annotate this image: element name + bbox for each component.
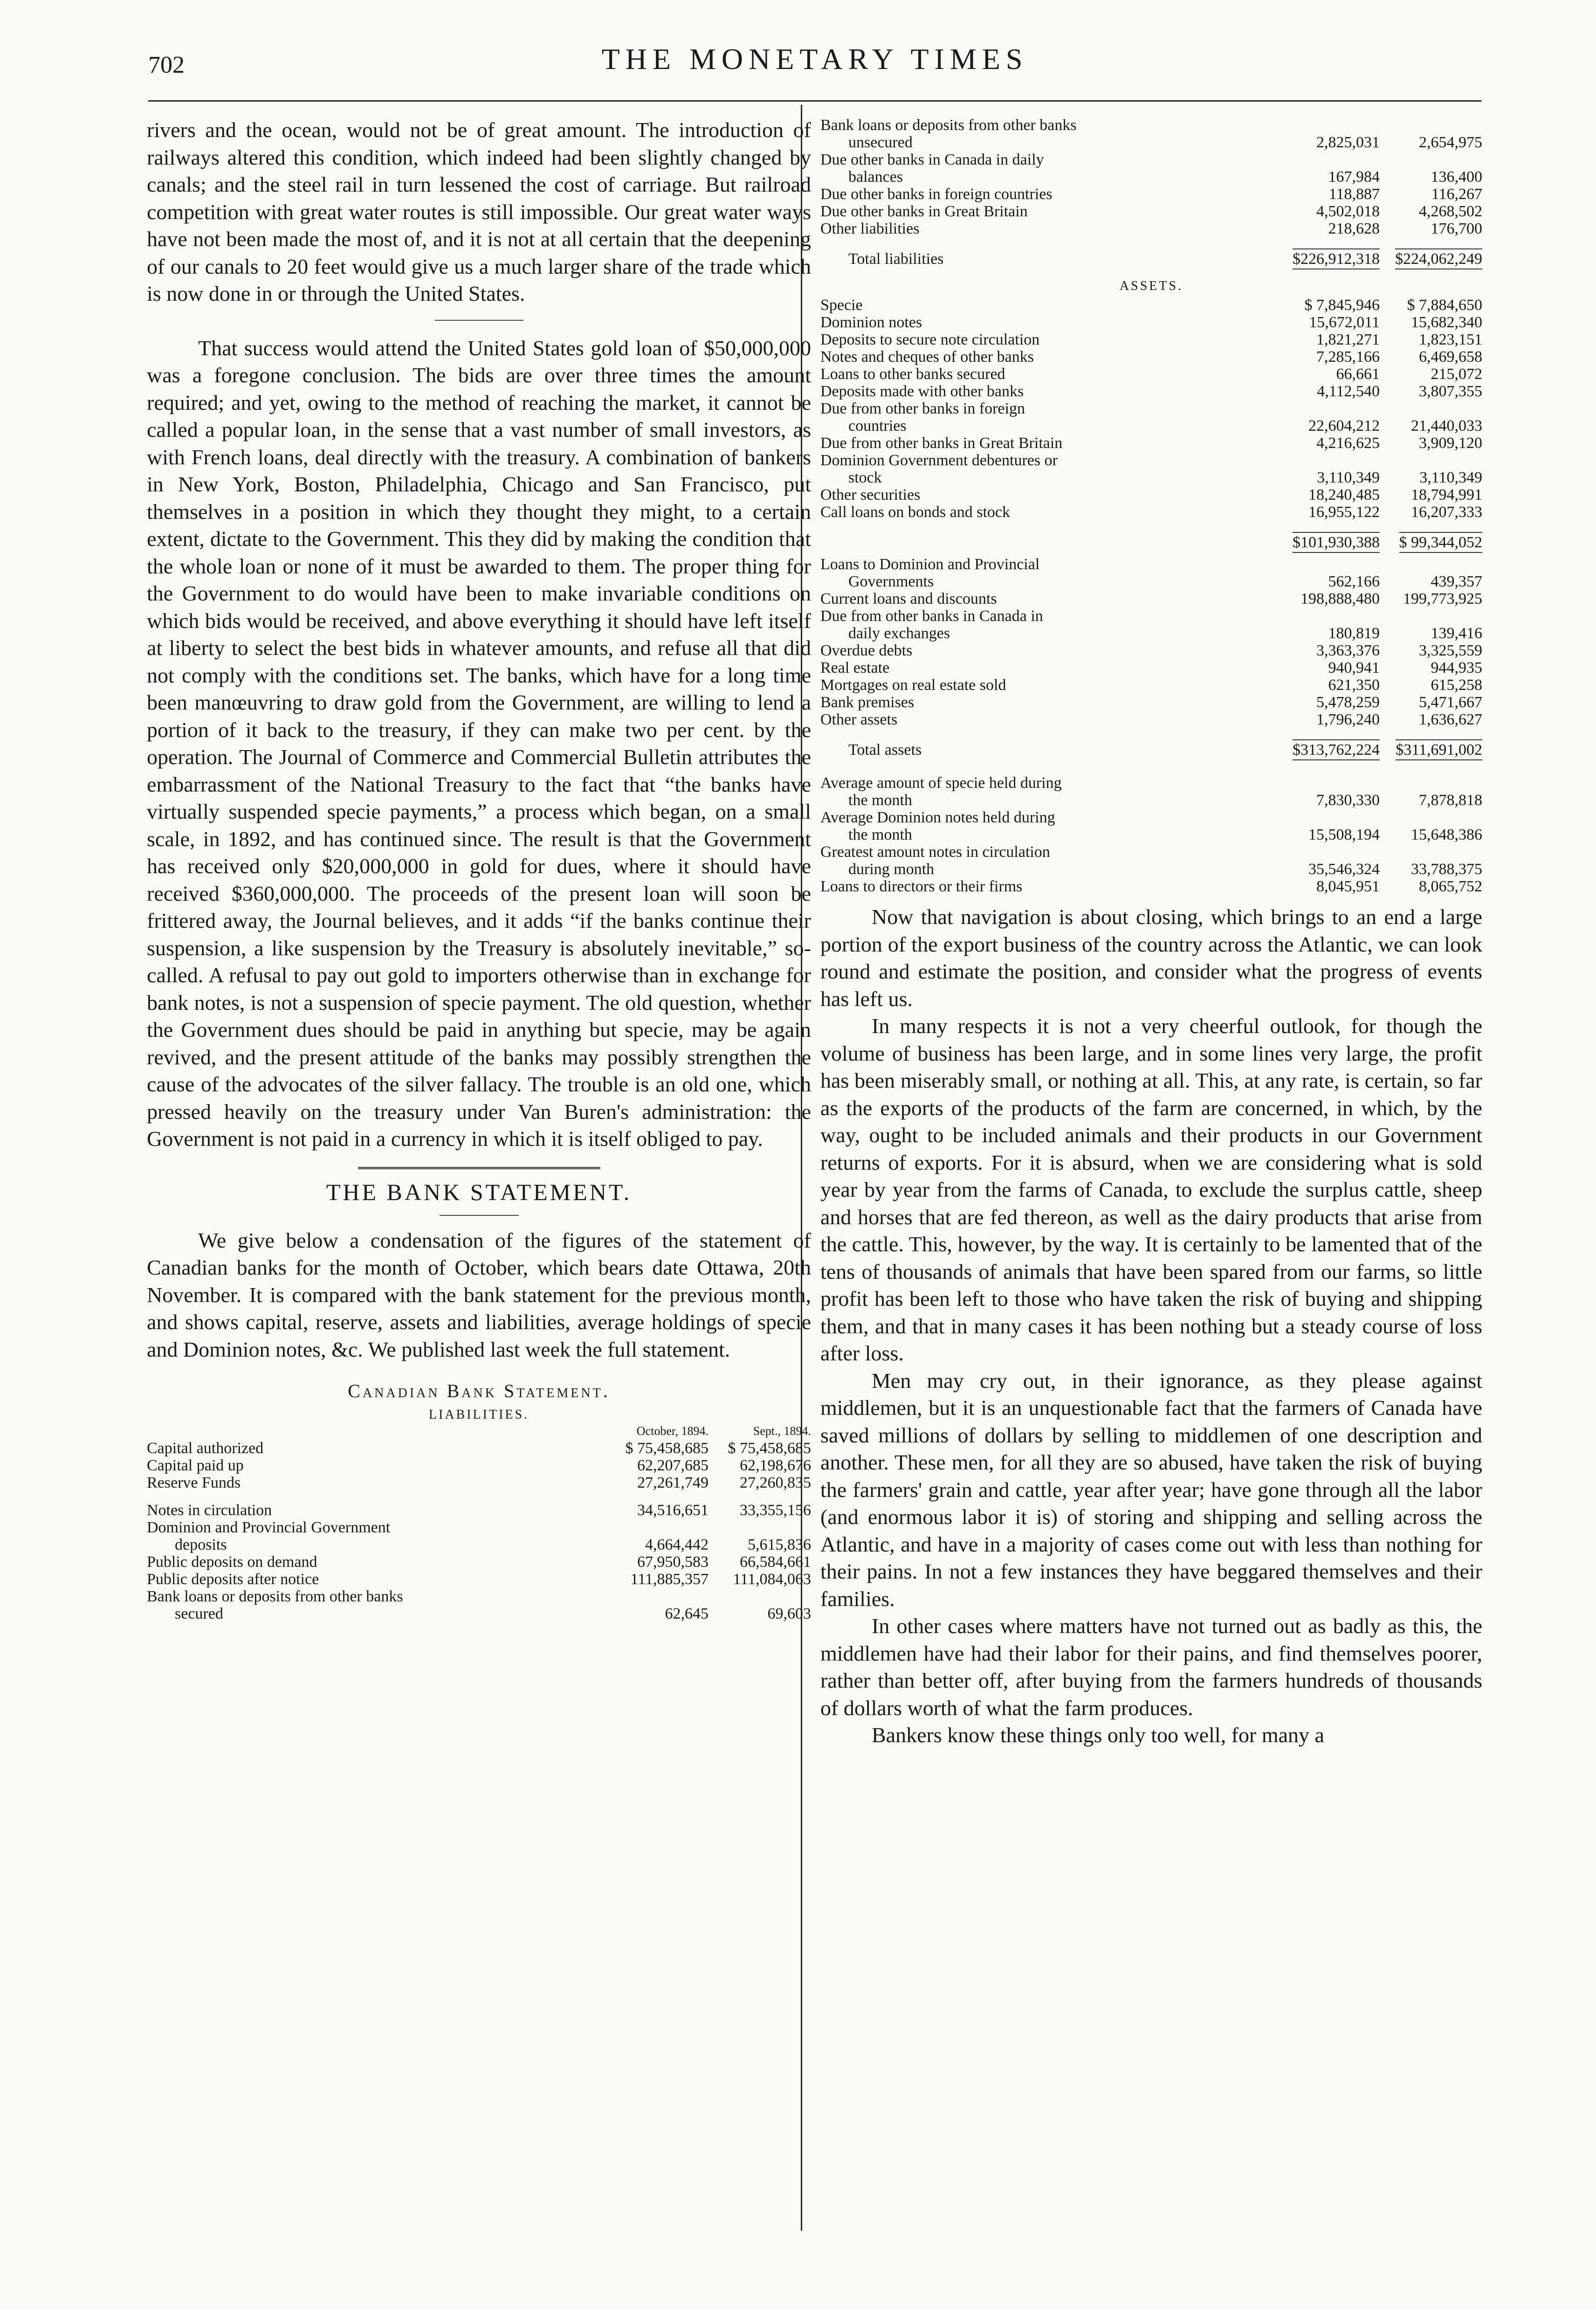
row-label: unsecured bbox=[848, 134, 913, 151]
value-september: 5,615,836 bbox=[748, 1536, 811, 1553]
value-september: 199,773,925 bbox=[1403, 590, 1482, 607]
row-label: Public deposits on demand bbox=[147, 1553, 317, 1571]
table-row bbox=[820, 694, 1482, 711]
value-september: 1,823,151 bbox=[1419, 331, 1482, 348]
value-october: 111,885,357 bbox=[630, 1571, 709, 1588]
table-row bbox=[820, 792, 1482, 809]
row-label: Overdue debts bbox=[820, 642, 913, 659]
assets-heading: ASSETS. bbox=[1119, 279, 1183, 293]
value-october: 4,502,018 bbox=[1316, 203, 1380, 220]
table-subtitle: LIABILITIES. bbox=[428, 1407, 530, 1422]
value-october: 3,110,349 bbox=[1317, 469, 1380, 486]
value-september: 33,355,156 bbox=[740, 1502, 811, 1519]
value-october: 4,216,625 bbox=[1316, 434, 1380, 452]
table-row bbox=[147, 1536, 811, 1553]
value-october: 7,830,330 bbox=[1316, 792, 1380, 809]
table-row bbox=[147, 1457, 811, 1474]
value-september: 18,794,991 bbox=[1411, 486, 1482, 503]
value-october: 2,825,031 bbox=[1316, 134, 1380, 151]
table-row bbox=[820, 826, 1482, 843]
row-label: Other liabilities bbox=[820, 220, 920, 237]
value-october: 4,112,540 bbox=[1317, 383, 1380, 400]
value-october: 118,887 bbox=[1328, 186, 1380, 203]
value-october: 218,628 bbox=[1328, 220, 1380, 237]
table-row bbox=[820, 642, 1482, 659]
value-september: 15,682,340 bbox=[1411, 314, 1482, 331]
row-label: stock bbox=[848, 469, 882, 486]
value-october: 22,604,212 bbox=[1308, 417, 1380, 434]
value-september: 3,807,355 bbox=[1419, 383, 1482, 400]
value-october: 3,363,376 bbox=[1316, 642, 1380, 659]
value-october: $ 75,458,685 bbox=[625, 1440, 709, 1457]
row-label: Real estate bbox=[820, 659, 890, 676]
table-row bbox=[820, 434, 1482, 452]
row-label: during month bbox=[848, 861, 935, 878]
table-row bbox=[820, 297, 1482, 314]
section-heading: THE BANK STATEMENT. bbox=[326, 1179, 632, 1205]
row-label: Bank loans or deposits from other banks bbox=[147, 1588, 403, 1605]
assets-subtotal-table bbox=[820, 521, 1482, 556]
value-october bbox=[604, 1519, 709, 1536]
total-liabilities-october: $226,912,318 bbox=[1293, 248, 1380, 269]
row-label: secured bbox=[175, 1605, 223, 1622]
table-row bbox=[147, 1491, 811, 1519]
row-label: Average amount of specie held during bbox=[820, 774, 1062, 792]
value-october: 198,888,480 bbox=[1300, 590, 1380, 607]
value-september bbox=[1380, 774, 1482, 792]
table-row bbox=[820, 383, 1482, 400]
value-october bbox=[604, 1588, 709, 1605]
row-label: the month bbox=[848, 792, 912, 809]
value-september bbox=[1380, 117, 1482, 134]
value-september: $ 75,458,685 bbox=[728, 1440, 811, 1457]
value-october: 1,821,271 bbox=[1316, 331, 1380, 348]
value-october: 18,240,485 bbox=[1308, 486, 1380, 503]
value-september: 21,440,033 bbox=[1411, 417, 1482, 434]
column-header-october: October, 1894. bbox=[636, 1424, 709, 1438]
page-number: 702 bbox=[148, 52, 185, 78]
value-september: 439,357 bbox=[1431, 573, 1482, 590]
total-assets-table bbox=[820, 728, 1482, 763]
value-september: $ 7,884,650 bbox=[1407, 297, 1482, 314]
value-october: 7,285,166 bbox=[1316, 348, 1380, 365]
value-october: 34,516,651 bbox=[637, 1502, 709, 1519]
row-label: balances bbox=[848, 168, 903, 186]
row-label: Notes and cheques of other banks bbox=[820, 348, 1034, 365]
value-october: 621,350 bbox=[1328, 676, 1380, 694]
table-row bbox=[820, 134, 1482, 151]
value-september: 69,603 bbox=[767, 1605, 811, 1622]
table-row bbox=[820, 400, 1482, 417]
value-september: 16,207,333 bbox=[1411, 503, 1482, 521]
value-september bbox=[1380, 809, 1482, 826]
value-september: 27,260,835 bbox=[740, 1474, 811, 1491]
value-september: 33,788,375 bbox=[1411, 861, 1482, 878]
value-september bbox=[709, 1588, 811, 1605]
left-column bbox=[147, 117, 811, 1622]
table-row bbox=[820, 117, 1482, 134]
paragraph-middlemen: Men may cry out, in their ignorance, as they please against middlemen, but it is an unquestionable fact that the farmers of Canada have saved millions of dollars by selling to middlemen of one description and another. These men, for all they are so abused, have taken the risk of buying the farmers' grain and cattle, year after year; have gone through all the labor (and enormous labor it is) of storing and shipping and selling across the Atlantic, and have in a majority of cases come out with less than nothing for their pains. In not a few instances they have beggared themselves and their families. bbox=[820, 1368, 1482, 1611]
paragraph-other-cases: In other cases where matters have not turned out as badly as this, the middlemen have had their labor for their pains, and find themselves poorer, rather than better off, after buying from the farmers hundreds of thousands of dollars worth of what the farm produces. bbox=[820, 1614, 1482, 1720]
liabilities-table-right bbox=[820, 117, 1482, 237]
value-september bbox=[1380, 607, 1482, 625]
value-september: 176,700 bbox=[1431, 220, 1482, 237]
value-september bbox=[1380, 556, 1482, 573]
value-october: $ 7,845,946 bbox=[1304, 297, 1380, 314]
row-label: Specie bbox=[820, 297, 863, 314]
value-september: 15,648,386 bbox=[1411, 826, 1482, 843]
value-october: 5,478,259 bbox=[1316, 694, 1380, 711]
row-label: Deposits to secure note circulation bbox=[820, 331, 1040, 348]
column-header-september: Sept., 1894. bbox=[753, 1424, 811, 1438]
masthead-title: THE MONETARY TIMES bbox=[601, 42, 1028, 76]
row-label: Dominion Government debentures or bbox=[820, 452, 1058, 469]
heading-rule bbox=[440, 1215, 519, 1216]
value-october: 4,664,442 bbox=[645, 1536, 709, 1553]
table-row bbox=[820, 503, 1482, 521]
value-september: 6,469,658 bbox=[1419, 348, 1482, 365]
total-assets-label: Total assets bbox=[848, 741, 922, 759]
value-october: 1,796,240 bbox=[1316, 711, 1380, 728]
row-label: Public deposits after notice bbox=[147, 1571, 319, 1588]
row-label: Deposits made with other banks bbox=[820, 383, 1024, 400]
value-september bbox=[1380, 452, 1482, 469]
row-label: daily exchanges bbox=[848, 625, 950, 642]
value-september: 944,935 bbox=[1431, 659, 1482, 676]
table-row bbox=[820, 711, 1482, 728]
total-assets-september: $311,691,002 bbox=[1396, 739, 1482, 760]
value-october bbox=[1275, 774, 1380, 792]
table-row bbox=[147, 1588, 811, 1605]
table-row bbox=[820, 861, 1482, 878]
double-rule bbox=[358, 1167, 600, 1169]
row-label: Bank loans or deposits from other banks bbox=[820, 117, 1077, 134]
value-october: 167,984 bbox=[1328, 168, 1380, 186]
paragraph-bankers: Bankers know these things only too well, for many a bbox=[872, 1723, 1324, 1747]
value-september bbox=[1380, 843, 1482, 861]
row-label: deposits bbox=[175, 1536, 227, 1553]
value-october bbox=[1275, 607, 1380, 625]
table-row bbox=[820, 625, 1482, 642]
value-october: 180,819 bbox=[1328, 625, 1380, 642]
value-october: 27,261,749 bbox=[637, 1474, 709, 1491]
row-label: Dominion notes bbox=[820, 314, 922, 331]
table-row bbox=[820, 607, 1482, 625]
total-assets-october: $313,762,224 bbox=[1293, 739, 1380, 760]
value-october: 62,207,685 bbox=[637, 1457, 709, 1474]
row-label: countries bbox=[848, 417, 907, 434]
value-october: 62,645 bbox=[665, 1605, 709, 1622]
value-september: 7,878,818 bbox=[1419, 792, 1482, 809]
paragraph-railways: rivers and the ocean, would not be of great amount. The introduction of railways altered this condition, which indeed had been slightly changed by canals; and the steel rail in turn lessened the cost of carriage. But railroad competition with great water routes is still impossible. Our great water ways have not been made the most of, and it is not at all certain that the deepening of our canals to 20 feet would give us a much larger share of the trade which is now done in or through the United States. bbox=[147, 118, 811, 305]
value-october bbox=[1275, 809, 1380, 826]
table-row bbox=[147, 1440, 811, 1457]
row-label: Due from other banks in Great Britain bbox=[820, 434, 1063, 452]
value-september: 8,065,752 bbox=[1419, 878, 1482, 895]
table-row bbox=[820, 365, 1482, 383]
row-label: Current loans and discounts bbox=[820, 590, 997, 607]
value-september: 62,198,676 bbox=[740, 1457, 811, 1474]
value-september: 2,654,975 bbox=[1419, 134, 1482, 151]
table-row bbox=[820, 573, 1482, 590]
table-row bbox=[820, 452, 1482, 469]
table-row bbox=[820, 878, 1482, 895]
total-liabilities-september: $224,062,249 bbox=[1395, 248, 1482, 269]
table-row bbox=[820, 331, 1482, 348]
right-column bbox=[820, 117, 1482, 1749]
header-rule bbox=[148, 100, 1481, 102]
value-september: 1,636,627 bbox=[1419, 711, 1482, 728]
paragraph-bank-statement-intro: We give below a condensation of the figures of the statement of Canadian banks for the month of October, which bears date Ottawa, 20th November. It is compared with the bank statement for the previous month, and shows capital, reserve, assets and liabilities, average holdings of specie and Dominion notes, &c. We published last week the full statement. bbox=[147, 1228, 811, 1361]
value-september: 66,584,661 bbox=[740, 1553, 811, 1571]
table-row bbox=[820, 469, 1482, 486]
table-row bbox=[147, 1553, 811, 1571]
row-label: Governments bbox=[848, 573, 934, 590]
assets-table-1 bbox=[820, 297, 1482, 521]
value-october bbox=[1275, 400, 1380, 417]
paragraph-navigation: Now that navigation is about closing, which brings to an end a large portion of the export business of the country across the Atlantic, we can look round and estimate the position, and consider what the progress of events has left us. bbox=[820, 905, 1482, 1011]
assets-subtotal-september: $ 99,344,052 bbox=[1399, 532, 1483, 553]
row-label: Average Dominion notes held during bbox=[820, 809, 1055, 826]
assets-subtotal-october: $101,930,388 bbox=[1293, 532, 1380, 553]
row-label: Loans to other banks secured bbox=[820, 365, 1005, 383]
row-label: the month bbox=[848, 826, 912, 843]
section-separator bbox=[435, 320, 523, 321]
value-september bbox=[1380, 151, 1482, 168]
liabilities-table-left bbox=[147, 1422, 811, 1622]
table-row bbox=[820, 486, 1482, 503]
table-title: Canadian Bank Statement. bbox=[348, 1380, 610, 1401]
value-september: 3,110,349 bbox=[1419, 469, 1482, 486]
row-label: Capital paid up bbox=[147, 1457, 244, 1474]
value-october bbox=[1275, 117, 1380, 134]
value-october bbox=[1275, 151, 1380, 168]
table-row bbox=[820, 203, 1482, 220]
table-row bbox=[147, 1519, 811, 1536]
table-row bbox=[147, 1571, 811, 1588]
value-october: 35,546,324 bbox=[1308, 861, 1380, 878]
assets-table-2 bbox=[820, 556, 1482, 728]
row-label: Capital authorized bbox=[147, 1440, 264, 1457]
table-row bbox=[820, 151, 1482, 168]
row-label: Reserve Funds bbox=[147, 1474, 241, 1491]
total-liabilities-label: Total liabilities bbox=[848, 250, 944, 268]
value-october: 66,661 bbox=[1336, 365, 1380, 383]
value-september: 215,072 bbox=[1431, 365, 1482, 383]
row-label: Other securities bbox=[820, 486, 921, 503]
value-september: 111,084,063 bbox=[733, 1571, 811, 1588]
page-header bbox=[148, 42, 1481, 93]
table-row bbox=[820, 220, 1482, 237]
table-row bbox=[147, 1474, 811, 1491]
value-september bbox=[709, 1519, 811, 1536]
row-label: Bank premises bbox=[820, 694, 915, 711]
value-october: 562,166 bbox=[1328, 573, 1380, 590]
row-label: Loans to Dominion and Provincial bbox=[820, 556, 1040, 573]
value-september: 116,267 bbox=[1431, 186, 1482, 203]
row-label: Other assets bbox=[820, 711, 898, 728]
total-liabilities-table bbox=[820, 237, 1482, 272]
table-row bbox=[820, 314, 1482, 331]
table-row bbox=[820, 774, 1482, 792]
value-october: 15,508,194 bbox=[1308, 826, 1380, 843]
value-september: 3,325,559 bbox=[1419, 642, 1482, 659]
table-row bbox=[820, 809, 1482, 826]
row-label: Due other banks in Great Britain bbox=[820, 203, 1028, 220]
row-label: Due other banks in Canada in daily bbox=[820, 151, 1044, 168]
table-row bbox=[820, 168, 1482, 186]
table-row bbox=[147, 1605, 811, 1622]
value-september: 139,416 bbox=[1431, 625, 1482, 642]
row-label: Due from other banks in Canada in bbox=[820, 607, 1043, 625]
table-row bbox=[820, 843, 1482, 861]
value-october bbox=[1275, 843, 1380, 861]
value-october bbox=[1275, 556, 1380, 573]
value-september: 4,268,502 bbox=[1419, 203, 1482, 220]
value-october: 15,672,011 bbox=[1309, 314, 1380, 331]
value-october bbox=[1275, 452, 1380, 469]
paragraph-outlook: In many respects it is not a very cheerful outlook, for though the volume of business has been large, and in some lines very large, the profit has been miserably small, or nothing at all. This, at any rate, is certain, so far as the exports of the products of the farm are concerned, in which, by the way, ought to be included animals and their products in our Government returns of exports. For it is absurd, when we are considering what is sold year by year from the farms of Canada, to exclude the surplus cattle, sheep and horses that are fed thereon, as well as the dairy products that arise from the cattle. This, however, by the way. It is certainly to be lamented that of the tens of thousands of animals that have been spared from our farms, so little profit has been left to those who have taken the risk of buying and shipping them, and that in many cases it has been nothing but a steady course of loss after loss. bbox=[820, 1014, 1482, 1365]
row-label: Call loans on bonds and stock bbox=[820, 503, 1011, 521]
value-september: 615,258 bbox=[1431, 676, 1482, 694]
table-row bbox=[820, 417, 1482, 434]
table-row bbox=[820, 676, 1482, 694]
table-row bbox=[820, 659, 1482, 676]
table-row bbox=[820, 590, 1482, 607]
row-label: Loans to directors or their firms bbox=[820, 878, 1023, 895]
value-october: 940,941 bbox=[1328, 659, 1380, 676]
row-label: Due from other banks in foreign bbox=[820, 400, 1025, 417]
value-october: 67,950,583 bbox=[637, 1553, 709, 1571]
value-september bbox=[1380, 400, 1482, 417]
table-row bbox=[820, 556, 1482, 573]
value-september: 136,400 bbox=[1431, 168, 1482, 186]
value-october: 8,045,951 bbox=[1316, 878, 1380, 895]
row-label: Greatest amount notes in circulation bbox=[820, 843, 1050, 861]
row-label: Notes in circulation bbox=[147, 1502, 272, 1519]
row-label: Mortgages on real estate sold bbox=[820, 676, 1006, 694]
paragraph-gold-loan: That success would attend the United States gold loan of $50,000,000 was a foregone conclusion. The bids are over three times the amount required; and yet, owing to the method of reaching the market, it cannot be called a popular loan, in the sense that a vast number of small investors, as with French loans, deal directly with the treasury. A combination of bankers in New York, Boston, Philadelphia, Chicago and San Francisco, put themselves in a position in which they thought they might, to a certain extent, dictate to the Government. This they did by making the condition that the whole loan or none of it must be awarded to them. The proper thing for the Government to do would have been to make invariable conditions on which bids would be received, and above everything it should have left itself at liberty to select the best bids in whatever amounts, and refuse all that did not comply with the conditions set. The banks, which have for a long time been manœuvring to draw gold from the Government, are willing to lend a portion of it back to the treasury, if they can make two per cent. by the operation. The Journal of Commerce and Commercial Bulletin attributes the embarrassment of the National Treasury to the fact that “the banks have virtually suspended specie payments,” a process which began, on a small scale, in 1892, and has continued since. The result is that the Government has received only $20,000,000 in gold for dues, where it should have received $360,000,000. The proceeds of the present loan will soon be frittered away, the Journal believes, and it adds “if the banks continue their suspension, a like suspension by the Treasury is absolutely inevitable,” so-called. A refusal to pay out gold to importers otherwise than in exchange for bank notes, is not a suspension of specie payment. The old question, whether the Government dues should be paid in anything but specie, may be again revived, and the present attitude of the banks may possibly strengthen the cause of the advocates of the silver fallacy. The trouble is an old one, which pressed heavily on the treasury under Van Buren's administration: the Government is not paid in a currency in which it is itself obliged to pay. bbox=[147, 336, 811, 1151]
row-label: Dominion and Provincial Government bbox=[147, 1519, 391, 1536]
value-october: 16,955,122 bbox=[1308, 503, 1380, 521]
value-september: 5,471,667 bbox=[1419, 694, 1482, 711]
value-september: 3,909,120 bbox=[1419, 434, 1482, 452]
table-row bbox=[820, 348, 1482, 365]
averages-table bbox=[820, 774, 1482, 895]
table-row bbox=[820, 186, 1482, 203]
row-label: Due other banks in foreign countries bbox=[820, 186, 1053, 203]
